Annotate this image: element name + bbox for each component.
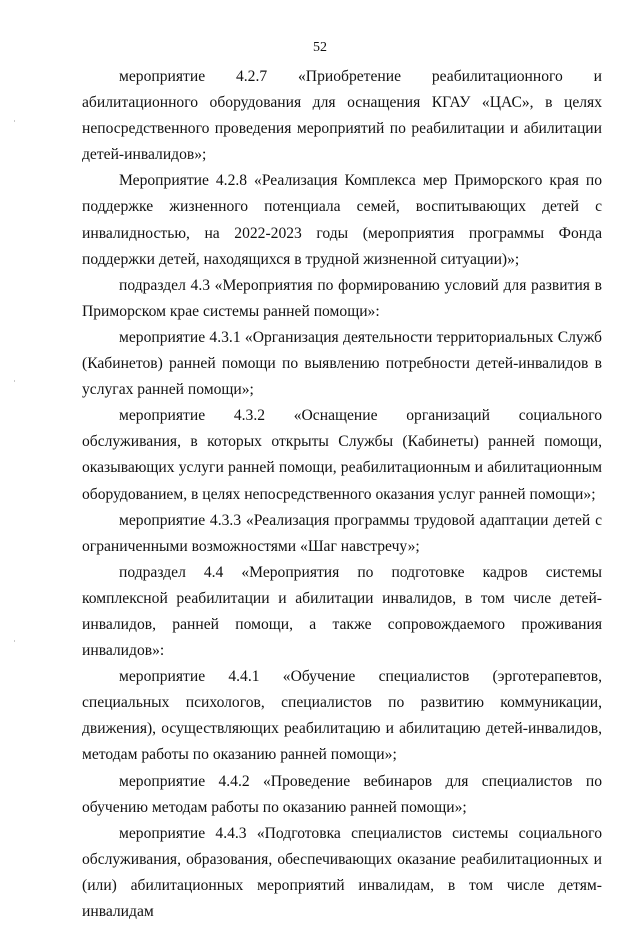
paragraph-4-3-1: мероприятие 4.3.1 «Организация деятельности территориальных Служб (Кабинетов) ранней помощи по выявлению потребности детей-инвалидов в услугах ранней помощи»; [82, 328, 602, 399]
paragraph-4-4-3: мероприятие 4.4.3 «Подготовка специалистов системы социального обслуживания, образования, обеспечивающих оказание реабилитационных и (или) абилитационных мероприятий инвалидам, в том числе детям-инвалидам [82, 824, 602, 920]
paragraph-4-2-8: Мероприятие 4.2.8 «Реализация Комплекса мер Приморского края по поддержке жизненного потенциала семей, воспитывающих детей с инвалидностью, на 2022-2023 годы (мероприятия программы Фонда поддержки детей, находящихся в трудной жизненной ситуации)»; [82, 172, 602, 268]
paragraph-4-3-3: мероприятие 4.3.3 «Реализация программы трудовой адаптации детей с ограниченными возможностями «Шаг навстречу»; [82, 511, 602, 555]
page-number: 52 [313, 40, 327, 55]
scan-edge-mark [14, 120, 15, 122]
paragraph-subsection-4-4: подраздел 4.4 «Мероприятия по подготовке кадров системы комплексной реабилитации и абилитации инвалидов, в том числе детей-инвалидов, ранней помощи, а также сопровождаемого проживания инвалидов»: [82, 563, 602, 660]
paragraph-subsection-4-3: подраздел 4.3 «Мероприятия по формированию условий для развития в Приморском крае системы ранней помощи»: [82, 276, 602, 320]
paragraph-4-3-2: мероприятие 4.3.2 «Оснащение организаций социального обслуживания, в которых открыты Службы (Кабинеты) ранней помощи, оказывающих услуги ранней помощи, реабилитационным и абилитационным оборудованием, в целях непосредственного оказания услуг ранней помощи»; [82, 407, 602, 503]
paragraph-4-2-7: мероприятие 4.2.7 «Приобретение реабилитационного и абилитационного оборудования для оснащения КГАУ «ЦАС», в целях непосредственного проведения мероприятий по реабилитации и абилитации детей-инвалидов»; [82, 68, 602, 164]
paragraph-4-4-2: мероприятие 4.4.2 «Проведение вебинаров для специалистов по обучению методам работы по оказанию ранней помощи»; [82, 772, 602, 816]
scan-edge-mark [14, 380, 15, 382]
scan-edge-mark [14, 640, 15, 642]
paragraph-4-4-1: мероприятие 4.4.1 «Обучение специалистов (эрготерапевтов, специальных психологов, специалистов по развитию коммуникации, движения), осуществляющих реабилитацию и абилитацию детей-инвалидов, методам работы по оказанию ранней помощи»; [82, 668, 602, 764]
document-body [82, 64, 602, 925]
